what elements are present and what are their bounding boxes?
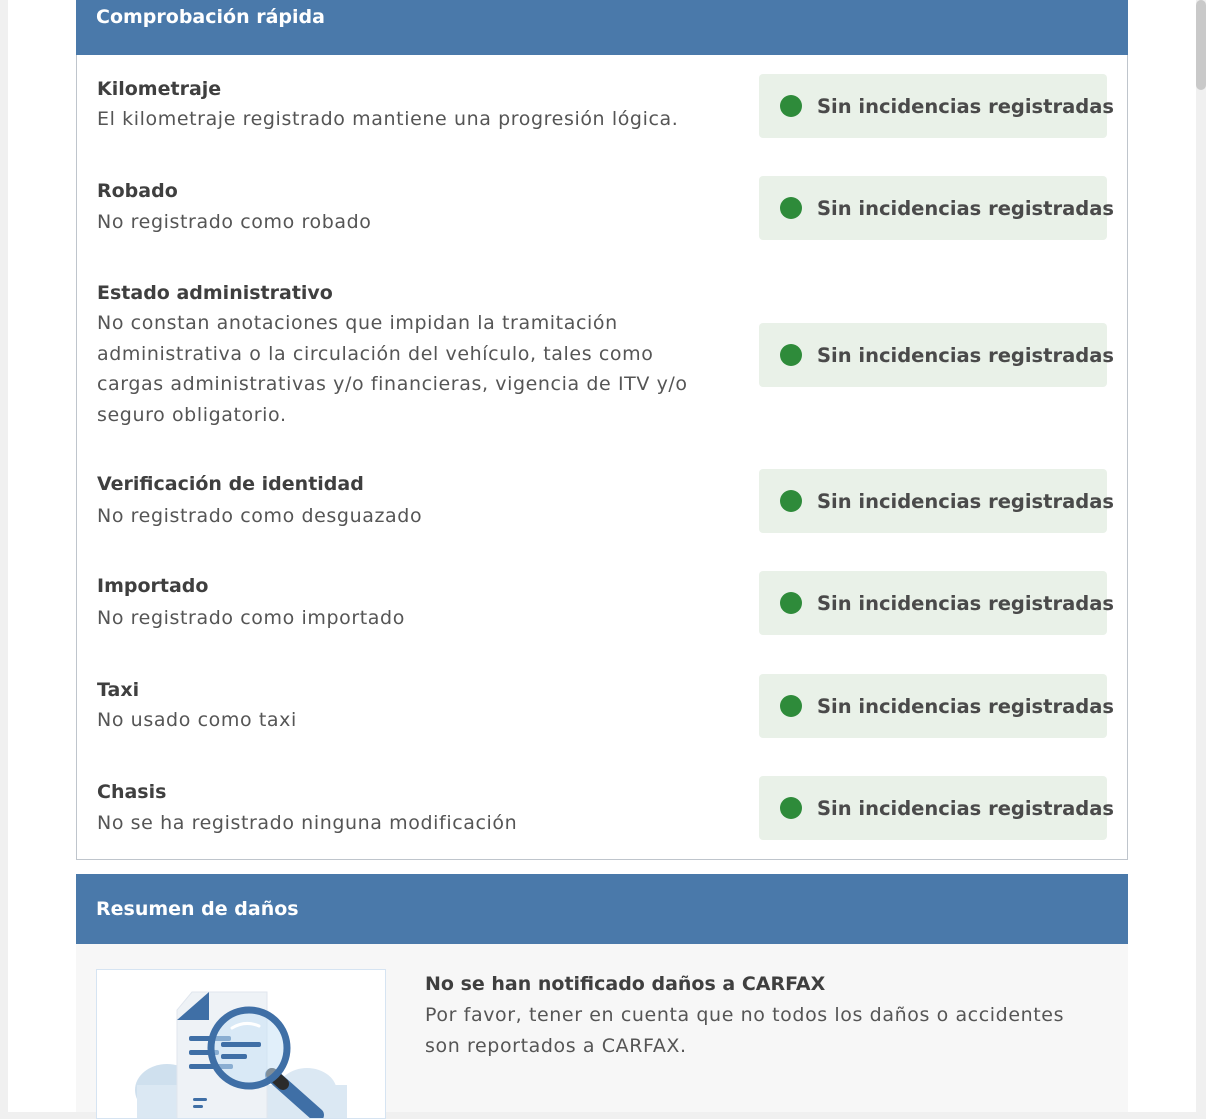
check-row-description: No constan anotaciones que impidan la tramitación administrativa o la circulación del vehículo, tales como cargas administrativas y/o financieras, vigencia de ITV y/o seguro obligatorio. [97,312,688,426]
status-ok-dot-icon [780,490,802,512]
check-row-estado-administrativo [97,278,1114,433]
damage-summary-description: Por favor, tener en cuenta que no todos los daños o accidentes son reportados a CARFAX. [425,1004,1065,1057]
damage-summary-headline: No se han notificado daños a CARFAX [425,973,826,995]
check-row-description: No registrado como desguazado [97,505,423,527]
document-magnifier-icon [96,969,386,1119]
scrollbar[interactable] [1196,0,1206,90]
check-row-title: Verificación de identidad [97,473,364,495]
check-row-taxi [97,674,1114,738]
status-badge-label: Sin incidencias registradas [817,489,1114,513]
status-ok-dot-icon [780,695,802,717]
check-row-description: El kilometraje registrado mantiene una progresión lógica. [97,108,679,130]
check-row-title: Taxi [97,679,140,701]
quick-check-header [76,0,1128,55]
quick-check-title: Comprobación rápida [96,6,325,28]
check-row-description: No registrado como robado [97,211,372,233]
check-row-importado [97,571,1114,635]
status-badge [759,571,1114,635]
check-row-title: Kilometraje [97,78,222,100]
status-ok-dot-icon [780,592,802,614]
status-badge-label: Sin incidencias registradas [817,94,1114,118]
check-row-title: Estado administrativo [97,282,333,304]
check-row-title: Chasis [97,781,167,803]
status-badge-label: Sin incidencias registradas [817,196,1114,220]
check-row-kilometraje [97,74,1114,138]
status-ok-dot-icon [780,344,802,366]
status-badge [759,74,1114,138]
status-ok-dot-icon [780,197,802,219]
status-ok-dot-icon [780,95,802,117]
status-badge-label: Sin incidencias registradas [817,694,1114,718]
check-row-title: Importado [97,575,209,597]
status-badge [759,776,1114,840]
damage-summary-title: Resumen de daños [96,898,299,920]
status-badge [759,323,1114,387]
status-badge-label: Sin incidencias registradas [817,591,1114,615]
status-ok-dot-icon [780,797,802,819]
check-row-description: No se ha registrado ninguna modificación [97,812,518,834]
status-badge [759,674,1114,738]
status-badge-label: Sin incidencias registradas [817,796,1114,820]
status-badge [759,469,1114,533]
check-row-robado [97,176,1114,240]
check-row-chasis [97,776,1114,840]
check-row-description: No registrado como importado [97,607,405,629]
damage-summary-header [76,874,1128,944]
check-row-verificacion-identidad [97,469,1114,533]
check-row-description: No usado como taxi [97,709,297,731]
check-row-title: Robado [97,180,178,202]
status-badge-label: Sin incidencias registradas [817,343,1114,367]
status-badge [759,176,1114,240]
